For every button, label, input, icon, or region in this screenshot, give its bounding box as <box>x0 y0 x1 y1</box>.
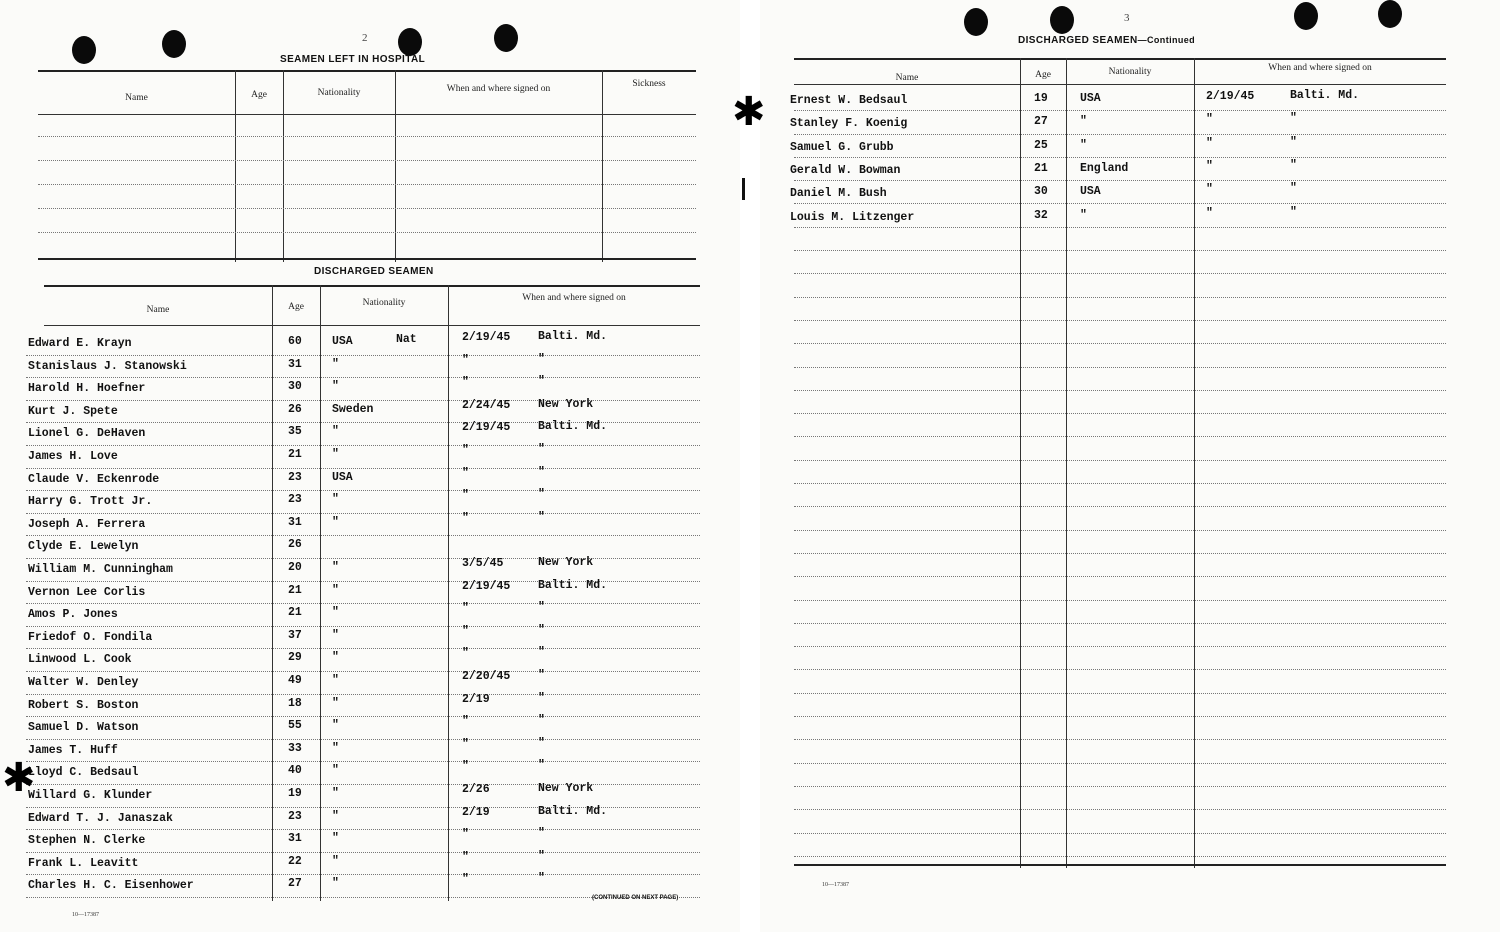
blank-row <box>794 321 1446 344</box>
seaman-nationality: " <box>332 425 339 439</box>
table-row <box>28 352 700 379</box>
table-row <box>28 330 700 356</box>
signed-on-place: " <box>1290 112 1297 126</box>
signed-on-date: 2/24/45 <box>462 398 511 412</box>
blank-row <box>794 368 1446 391</box>
signed-on-date: " <box>462 624 469 638</box>
blank-row <box>794 531 1446 554</box>
signed-on-date: 2/19/45 <box>462 421 511 435</box>
table-row <box>790 181 1446 204</box>
signed-on-date: 2/19/45 <box>462 579 511 593</box>
signed-on-date: " <box>462 873 469 887</box>
seaman-name: Clyde E. Lewelyn <box>28 540 139 554</box>
seaman-age: 27 <box>1034 115 1048 129</box>
seaman-age: 30 <box>288 380 302 394</box>
seaman-name: Stanislaus J. Stanowski <box>28 359 187 373</box>
signed-on-date: 3/5/45 <box>462 557 504 570</box>
seaman-nationality: " <box>332 696 339 710</box>
seaman-name: Frank L. Leavitt <box>28 856 139 870</box>
blank-row <box>794 647 1446 670</box>
seaman-nationality: USA <box>1080 185 1101 199</box>
seaman-nationality: USA <box>1080 92 1101 105</box>
signed-on-date: 2/19 <box>462 692 490 706</box>
row-rule <box>794 856 1446 857</box>
seaman-name: Robert S. Boston <box>28 698 139 712</box>
table-row <box>790 205 1446 228</box>
seaman-age: 23 <box>288 493 302 507</box>
title-main: DISCHARGED SEAMEN <box>1018 35 1138 46</box>
header-nationality: Nationality <box>1108 67 1152 77</box>
seaman-age: 31 <box>288 832 302 846</box>
table-row <box>28 714 700 740</box>
signed-on-date: " <box>1206 113 1213 127</box>
seaman-name: Gerald W. Bowman <box>790 163 901 177</box>
signed-on-place: " <box>538 510 545 524</box>
signed-on-place: " <box>538 623 545 637</box>
seaman-nationality: USA <box>332 470 353 484</box>
seaman-name: Vernon Lee Corlis <box>28 585 146 599</box>
seaman-name: Willard G. Klunder <box>28 789 153 802</box>
hospital-table <box>38 70 696 262</box>
signed-on-place: " <box>538 759 545 773</box>
seaman-age: 21 <box>1034 161 1048 175</box>
seaman-name: Samuel D. Watson <box>28 721 139 735</box>
form-number: 10—17387 <box>822 882 849 888</box>
blank-row <box>794 834 1446 857</box>
signed-on-place: " <box>538 849 545 863</box>
seaman-name: Lloyd C. Bedsaul <box>28 766 139 780</box>
seaman-name: Stephen N. Clerke <box>28 834 146 848</box>
seaman-name: Harry G. Trott Jr. <box>28 495 153 509</box>
seaman-name: Stanley F. Koenig <box>790 117 908 131</box>
signed-on-date: " <box>462 737 469 751</box>
table-row <box>28 443 700 469</box>
table-row <box>28 601 700 627</box>
punch-hole <box>1294 2 1318 30</box>
seaman-nationality: " <box>332 741 339 755</box>
blank-row <box>794 344 1446 367</box>
blank-row <box>794 717 1446 740</box>
table-row <box>28 375 700 401</box>
seaman-age: 25 <box>1034 138 1048 152</box>
blank-row <box>794 251 1446 274</box>
seaman-age: 29 <box>288 651 302 665</box>
table-row <box>28 759 700 785</box>
signed-on-date: " <box>462 511 469 525</box>
table-row <box>28 536 700 559</box>
signed-on-date: " <box>1206 206 1213 220</box>
seaman-nationality: " <box>1080 208 1087 222</box>
seaman-nationality: " <box>332 448 339 461</box>
seaman-age: 32 <box>1034 208 1048 222</box>
seaman-age: 37 <box>288 628 302 642</box>
seaman-age: 18 <box>288 696 302 710</box>
right-page <box>732 0 1500 932</box>
signed-on-place: New York <box>538 397 594 411</box>
table-row <box>28 488 700 514</box>
signed-on-date: " <box>462 376 469 390</box>
signed-on-place: " <box>538 872 545 886</box>
punch-hole <box>1050 6 1074 34</box>
punch-hole <box>1378 0 1402 28</box>
header-sickness: Sickness <box>632 79 666 89</box>
seaman-name: James H. Love <box>28 450 118 463</box>
seaman-age: 23 <box>288 470 302 484</box>
seaman-nationality: " <box>332 651 339 665</box>
seaman-nationality: Sweden <box>332 402 374 416</box>
punch-hole <box>964 8 988 36</box>
seaman-age: 23 <box>288 809 302 823</box>
signed-on-date: " <box>462 444 469 457</box>
seaman-name: Kurt J. Spete <box>28 404 118 418</box>
header-age: Age <box>251 90 267 100</box>
seaman-age: 19 <box>288 787 302 800</box>
signed-on-date: " <box>462 760 469 774</box>
page-number: 3 <box>1124 12 1130 24</box>
signed-on-place: Balti. Md. <box>538 420 608 434</box>
table-row <box>28 827 700 853</box>
signed-on-place: " <box>538 646 545 660</box>
seaman-age: 60 <box>288 335 302 348</box>
seaman-age: 19 <box>1034 92 1048 105</box>
table-row <box>28 646 700 672</box>
signed-on-date: 2/20/45 <box>462 670 511 683</box>
seaman-name: Harold H. Hoefner <box>28 382 146 396</box>
seaman-nationality: " <box>332 380 339 394</box>
punch-hole <box>494 24 518 52</box>
seaman-age: 22 <box>288 854 302 868</box>
seaman-age: 21 <box>288 448 302 461</box>
signed-on-place: " <box>1290 182 1297 196</box>
header-age: Age <box>1035 70 1051 80</box>
seaman-nationality: " <box>332 832 339 846</box>
signed-on-place: " <box>1290 205 1297 219</box>
signed-on-date: " <box>462 602 469 616</box>
signed-on-place: Balti. Md. <box>538 804 608 818</box>
blank-row <box>794 671 1446 694</box>
signed-on-place: " <box>538 669 545 682</box>
discharged-title: DISCHARGED SEAMEN <box>314 266 434 277</box>
header-name: Name <box>895 73 919 83</box>
seaman-name: Ernest W. Bedsaul <box>790 94 908 107</box>
seaman-name: Amos P. Jones <box>28 608 118 622</box>
seaman-name: Joseph A. Ferrera <box>28 517 146 531</box>
blank-row <box>794 461 1446 484</box>
header-nationality: Nationality <box>362 298 406 308</box>
blank-row <box>794 554 1446 577</box>
seaman-age: 55 <box>288 719 302 733</box>
seaman-nationality: " <box>332 606 339 620</box>
signed-on-date: " <box>462 828 469 842</box>
signed-on-date: " <box>462 647 469 661</box>
seaman-nationality: " <box>1080 138 1087 152</box>
table-row <box>790 135 1446 158</box>
seaman-name: Walter W. Denley <box>28 676 139 689</box>
signed-on-date: 2/26 <box>462 783 490 796</box>
seaman-name: Edward T. J. Janaszak <box>28 811 173 825</box>
header-name: Name <box>146 305 170 315</box>
table-row <box>28 623 700 650</box>
seaman-age: 31 <box>288 357 302 371</box>
blank-row <box>794 298 1446 321</box>
blank-row <box>794 414 1446 437</box>
table-row <box>28 849 700 876</box>
signed-on-date: 2/19 <box>462 805 490 819</box>
discharged-table <box>28 285 700 901</box>
signed-on-date: 2/19/45 <box>462 331 511 344</box>
seaman-nationality: " <box>332 877 339 891</box>
discharged-continued-title <box>1018 35 1195 46</box>
seaman-nationality: " <box>332 561 339 574</box>
seaman-nationality: " <box>332 357 339 371</box>
signed-on-place: " <box>538 827 545 841</box>
seaman-nationality: " <box>332 787 339 800</box>
seaman-age: 21 <box>288 606 302 620</box>
seaman-age: 30 <box>1034 185 1048 199</box>
signed-on-date: " <box>462 850 469 864</box>
page-gutter <box>740 0 760 932</box>
seaman-age: 26 <box>288 538 302 552</box>
signed-on-place: New York <box>538 782 594 795</box>
seaman-age: 40 <box>288 764 302 778</box>
seaman-nationality: " <box>332 764 339 778</box>
table-row <box>790 111 1446 134</box>
signed-on-place: " <box>538 736 545 750</box>
signed-on-date: 2/19/45 <box>1206 90 1255 103</box>
seaman-name: Edward E. Krayn <box>28 337 132 350</box>
blank-row <box>794 274 1446 297</box>
table-row <box>28 578 700 605</box>
table-row <box>28 510 700 537</box>
signed-on-place: New York <box>538 556 594 569</box>
asterisk-mark: ✱ <box>2 756 36 800</box>
punch-hole <box>162 30 186 58</box>
seaman-name: Claude V. Eckenrode <box>28 472 160 486</box>
blank-row <box>794 601 1446 624</box>
seaman-name: Charles H. C. Eisenhower <box>28 879 194 893</box>
punch-hole <box>72 36 96 64</box>
blank-row <box>794 694 1446 717</box>
seaman-name: Friedof O. Fondila <box>28 630 153 644</box>
seaman-age: 49 <box>288 674 302 687</box>
seaman-age: 26 <box>288 402 302 416</box>
punch-hole <box>398 28 422 56</box>
signed-on-date: " <box>462 466 469 480</box>
seaman-nationality: " <box>1080 115 1087 129</box>
blank-row <box>794 228 1446 251</box>
form-number: 10—17387 <box>72 912 99 918</box>
seaman-age: 31 <box>288 515 302 529</box>
blank-row <box>794 810 1446 833</box>
signed-on-place: " <box>538 352 545 366</box>
signed-on-place: " <box>1290 158 1297 172</box>
seaman-nationality: " <box>332 628 339 642</box>
table-row <box>28 804 700 831</box>
signed-on-place: " <box>538 601 545 615</box>
signed-on-place: " <box>538 375 545 389</box>
signed-on-date: " <box>462 715 469 729</box>
blank-row <box>794 624 1446 647</box>
seaman-name: James T. Huff <box>28 743 118 757</box>
seaman-age: 20 <box>288 561 302 574</box>
seaman-name: Linwood L. Cook <box>28 653 132 667</box>
discharged-continued-table <box>790 58 1446 868</box>
table-row <box>28 691 700 718</box>
seaman-age: 27 <box>288 877 302 891</box>
blank-row <box>794 740 1446 763</box>
signed-on-date: " <box>462 353 469 367</box>
page-number: 2 <box>362 32 368 44</box>
left-page <box>0 0 740 932</box>
blank-row <box>794 391 1446 414</box>
blank-row <box>794 438 1446 461</box>
signed-on-place: Balti. Md. <box>1290 89 1360 102</box>
signed-on-place: " <box>538 443 545 456</box>
blank-row <box>794 577 1446 600</box>
seaman-nationality: USA <box>332 335 353 348</box>
table-row <box>28 736 700 763</box>
hospital-title: SEAMEN LEFT IN HOSPITAL <box>280 54 426 65</box>
signed-on-place: " <box>1290 135 1297 149</box>
seaman-nationality: England <box>1080 161 1129 175</box>
seaman-name: William M. Cunningham <box>28 563 173 576</box>
signed-on-place: " <box>538 691 545 705</box>
signed-on-date: " <box>1206 159 1213 173</box>
signed-on-date: " <box>462 489 469 503</box>
signed-on-place: " <box>538 714 545 728</box>
seaman-nationality: " <box>332 493 339 507</box>
blank-row <box>794 507 1446 530</box>
table-row <box>28 420 700 446</box>
seaman-name: Samuel G. Grubb <box>790 140 894 154</box>
seaman-age: 21 <box>288 583 302 597</box>
blank-row <box>794 484 1446 507</box>
seaman-nationality: " <box>332 809 339 823</box>
seaman-name: Lionel G. DeHaven <box>28 427 146 441</box>
signed-on-date: " <box>1206 136 1213 150</box>
signed-on-place: " <box>538 465 545 479</box>
seaman-nationality: " <box>332 719 339 733</box>
header-nationality: Nationality <box>317 88 361 98</box>
header-signed-on: When and where signed on <box>1268 63 1372 73</box>
table-row <box>28 669 700 695</box>
signed-on-date: " <box>1206 183 1213 197</box>
header-name: Name <box>125 93 148 103</box>
table-row <box>790 158 1446 181</box>
seaman-nationality-note: Nat <box>396 333 417 346</box>
seaman-nationality: " <box>332 674 339 687</box>
table-row <box>790 88 1446 111</box>
seaman-nationality: " <box>332 854 339 868</box>
blank-row <box>794 787 1446 810</box>
signed-on-place: Balti. Md. <box>538 578 608 592</box>
asterisk-mark: ✱ <box>732 90 766 134</box>
seaman-age: 33 <box>288 741 302 755</box>
title-suffix: —Continued <box>1137 35 1196 45</box>
seaman-name: Daniel M. Bush <box>790 187 887 201</box>
header-age: Age <box>288 302 304 312</box>
continued-note: (CONTINUED ON NEXT PAGE) <box>592 895 679 901</box>
blank-row <box>794 764 1446 787</box>
seaman-nationality: " <box>332 583 339 597</box>
margin-mark <box>742 178 745 200</box>
seaman-age: 35 <box>288 425 302 439</box>
table-row <box>28 465 700 492</box>
seaman-name: Louis M. Litzenger <box>790 210 915 224</box>
signed-on-place: Balti. Md. <box>538 330 608 343</box>
header-signed-on: When and where signed on <box>446 84 551 94</box>
signed-on-place: " <box>538 488 545 502</box>
header-signed-on: When and where signed on <box>522 293 626 303</box>
seaman-nationality: " <box>332 515 339 529</box>
